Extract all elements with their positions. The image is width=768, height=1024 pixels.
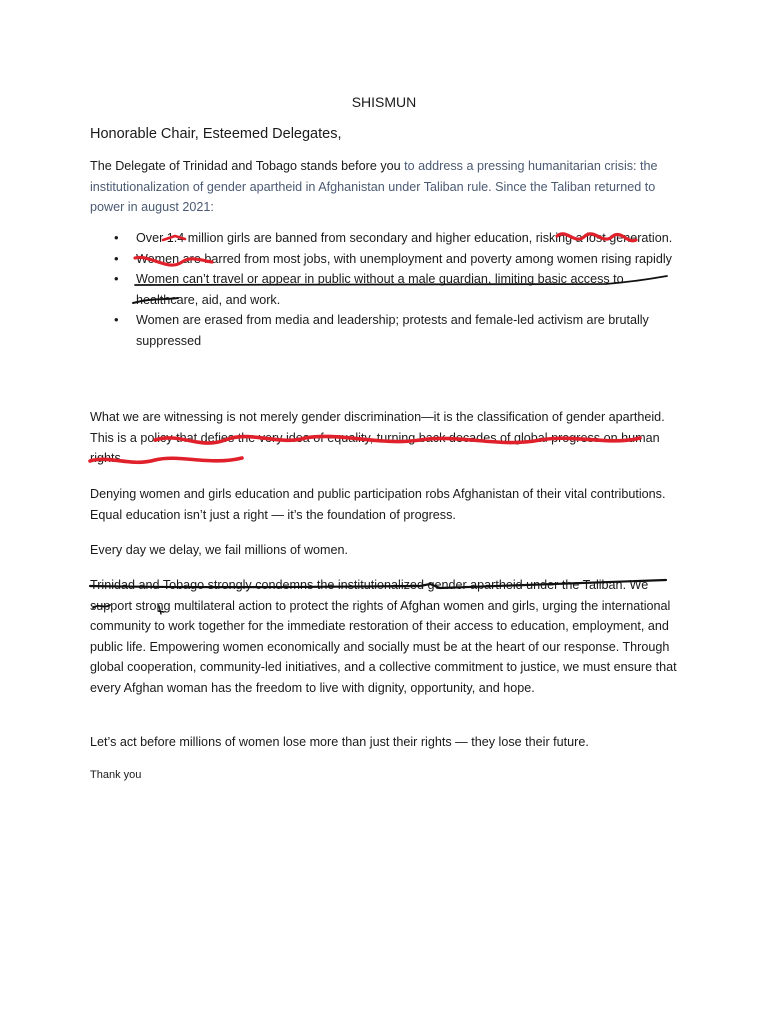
thank-you: Thank you: [90, 769, 142, 781]
intro-highlight: to address a pressing humanitarian crisis: the institutionalization of gender apartheid in Afghanistan under Taliban rule. Since the Taliban returned to power in august 2021:: [90, 159, 658, 214]
page-title: SHISMUN: [351, 94, 417, 110]
intro-lead: The Delegate of Trinidad and Tobago stands before you: [90, 159, 405, 173]
intro-paragraph: [90, 156, 680, 218]
action-paragraph: Trinidad and Tobago strongly condemns the institutionalized gender apartheid under the Taliban. We support strong multilateral action to protect the rights of Afghan women and girls, urging the international community to work together for the immediate restoration of their access to education, employment, and public life. Empowering women economically and socially must be at the heart of our response. Through global cooperation, community-led initiatives, and a collective commitment to justice, we must ensure that every Afghan woman has the freedom to live with dignity, opportunity, and hope.: [90, 578, 677, 695]
closing-appeal: Let’s act before millions of women lose more than just their rights — they lose their future.: [90, 735, 589, 749]
bullet-item-media: • Women are erased from media and leadership; protests and female-led activism are brutally suppressed: [90, 310, 680, 351]
education-paragraph: Denying women and girls education and public participation robs Afghanistan of their vital contributions. Equal education isn’t just a right — it’s the foundation of progress.: [90, 487, 666, 522]
bullet-item-jobs: • Women are barred from most jobs, with unemployment and poverty among women rising rapidly: [90, 249, 680, 270]
apartheid-paragraph: What we are witnessing is not merely gender discrimination—it is the classification of gender apartheid. This is a policy that defies the very idea of equality, turning back decades of global progress on human rights.: [90, 410, 665, 465]
bullet-item-education: • Over 1.4 million girls are banned from secondary and higher education, risking a lost generation.: [90, 228, 680, 249]
greeting: Honorable Chair, Esteemed Delegates,: [90, 126, 342, 142]
bullet-list: [90, 228, 680, 351]
bullet-item-travel: • Women can’t travel or appear in public without a male guardian, limiting basic access to healthcare, aid, and work.: [90, 269, 680, 310]
delay-paragraph: Every day we delay, we fail millions of women.: [90, 543, 349, 557]
